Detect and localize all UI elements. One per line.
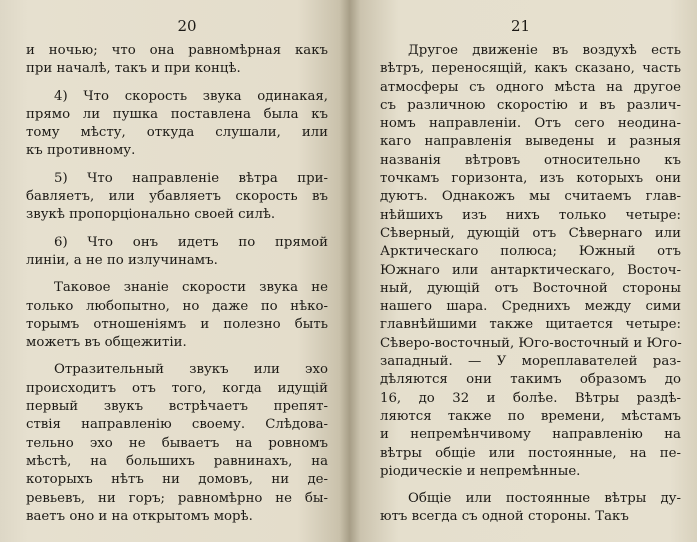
text-line: можетъ въ общежитіи.	[26, 335, 187, 351]
text-line: Таковое знаніе скорости звука не	[54, 280, 328, 296]
text-line: названія вѣтровъ относительно къ	[380, 152, 681, 168]
paragraph	[26, 234, 328, 271]
text-line: дѣляются они такимъ образомъ до	[380, 372, 681, 388]
text-line: звукѣ пропорціонально своей силѣ.	[26, 207, 276, 223]
text-line: каго направленія выведены и разныя	[380, 134, 681, 150]
text-line: 5) Что направленіе вѣтра при-	[54, 170, 328, 186]
text-line: къ противному.	[26, 143, 136, 159]
text-line: тому мѣсту, откуда слушали, или	[26, 125, 328, 141]
text-line: главнѣйшими также щитается четыре:	[380, 317, 681, 333]
right-page	[350, 0, 697, 542]
page-number-left: 20	[177, 17, 197, 35]
paragraph	[26, 88, 328, 161]
text-line: и ночью; что она равномѣрная какъ	[26, 43, 328, 58]
paragraph	[26, 279, 328, 352]
right-page-text	[380, 42, 681, 527]
paragraph	[26, 361, 328, 526]
text-line: Отразительный звукъ или эхо	[54, 362, 328, 378]
text-line: западный. — У мореплавателей раз-	[380, 354, 681, 370]
text-line: дуютъ. Однакожъ мы считаемъ глав-	[380, 189, 681, 205]
text-line: только любопытно, но даже по нѣко-	[26, 298, 328, 314]
text-line: ный, дующій отъ Восточной стороны	[380, 280, 681, 296]
text-line: точкамъ горизонта, изъ которыхъ они	[380, 171, 681, 187]
paragraph	[26, 170, 328, 225]
text-line: номъ направленіи. Отъ сего неодина-	[380, 116, 681, 132]
left-page-text	[26, 42, 328, 526]
text-line: прямо ли пушка поставлена была къ	[26, 106, 328, 122]
text-line: Другое движеніе въ воздухѣ есть	[408, 43, 681, 58]
text-line: Арктическаго полюса; Южный отъ	[380, 244, 681, 260]
text-line: атмосферы съ одного мѣста на другое	[380, 79, 681, 95]
text-line: нѣйшихъ изъ нихъ только четыре:	[380, 207, 681, 223]
text-line: бавляетъ, или убавляетъ скорость въ	[26, 189, 328, 205]
text-line: ляются также по времени, мѣстамъ	[380, 408, 681, 424]
text-line: Южнаго или антарктическаго, Восточ-	[380, 262, 681, 278]
text-line: ріодическіе и непремѣнные.	[380, 463, 581, 479]
text-line: съ различною скоростію и въ различ-	[380, 97, 681, 113]
text-line: Общіе или постоянные вѣтры ду-	[408, 491, 681, 507]
text-line: линіи, а не по излучинамъ.	[26, 252, 218, 268]
page-number-right: 21	[510, 17, 531, 35]
text-line: вѣтры общіе или постоянные, на пе-	[380, 445, 681, 461]
text-line: при началѣ, такъ и при концѣ.	[26, 61, 241, 77]
text-line: ваетъ оно и на открытомъ морѣ.	[26, 508, 253, 524]
text-line: 4) Что скорость звука одинакая,	[54, 88, 328, 104]
text-line: первый звукъ встрѣчаетъ препят-	[26, 399, 328, 415]
text-line: 6) Что онъ идетъ по прямой	[54, 234, 328, 250]
text-line: и непремѣнчивому направленію на	[380, 427, 681, 443]
text-line: Сѣверо-восточный, Юго-восточный и Юго-	[380, 335, 682, 351]
paragraph	[26, 42, 328, 79]
text-line: 16, до 32 и болѣе. Вѣтры раздѣ-	[380, 390, 681, 406]
text-line: вѣтръ, переносящій, какъ сказано, часть	[380, 61, 681, 77]
text-line: нашего шара. Среднихъ между сими	[380, 299, 681, 315]
paragraph	[380, 490, 681, 527]
text-line: которыхъ нѣтъ ни домовъ, ни де-	[26, 472, 328, 488]
text-line: ютъ всегда съ одной стороны. Такъ	[380, 509, 629, 525]
paragraph	[380, 42, 681, 481]
text-line: Сѣверный, дующій отъ Сѣвернаго или	[380, 225, 681, 241]
text-line: тельно эхо не бываетъ на ровномъ	[26, 435, 328, 451]
text-line: ствія направленію своему. Слѣдова-	[26, 417, 328, 433]
text-line: ревьевъ, ни горъ; равномѣрно не бы-	[26, 490, 328, 506]
text-line: происходитъ отъ того, когда идущій	[26, 380, 328, 396]
text-line: торымъ отношеніямъ и полезно быть	[26, 316, 328, 332]
text-line: мѣстѣ, на большихъ равнинахъ, на	[26, 453, 328, 469]
